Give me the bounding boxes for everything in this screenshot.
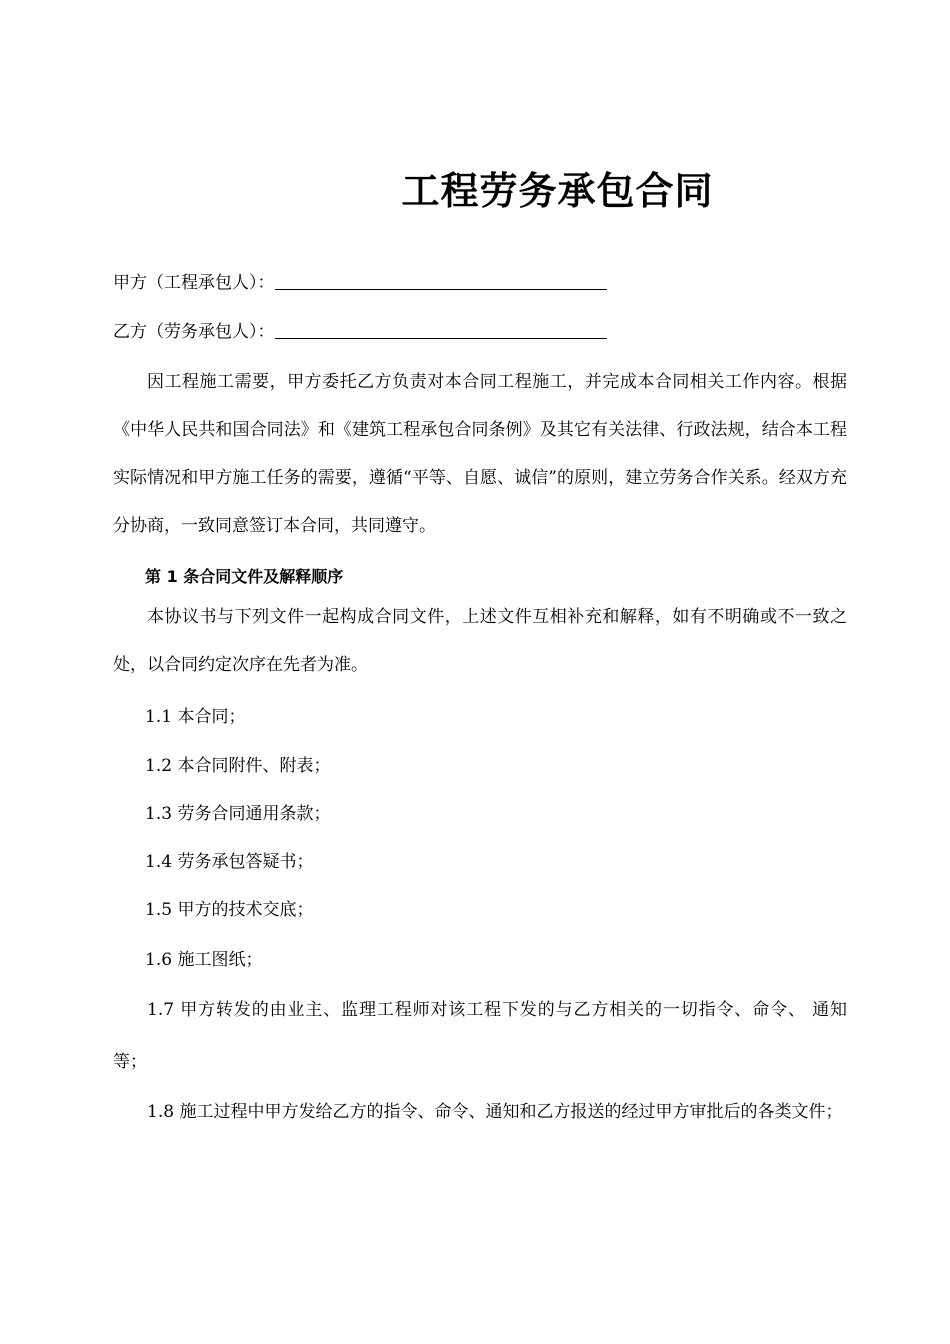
preamble-paragraph: 因工程施工需要，甲方委托乙方负责对本合同工程施工，并完成本合同相关工作内容。根据《中华人民共和国合同法》和《建筑工程承包合同条例》及其它有关法律、行政法规，结合本工程实际情况和甲方施工任务的需要，遵循“平等、自愿、诚信”的原则，建立劳务合作关系。经双方充分协商，一致同意签订本合同，共同遵守。 bbox=[113, 372, 847, 536]
party-a-label: 甲方（工程承包人）： bbox=[113, 273, 275, 293]
list-item: 1.4 劳务承包答疑书； bbox=[145, 852, 314, 872]
document-title: 工程劳务承包合同 bbox=[401, 169, 714, 213]
list-item: 1.2 本合同附件、附表； bbox=[145, 756, 331, 776]
list-item: 1.3 劳务合同通用条款； bbox=[145, 804, 331, 824]
list-item: 1.8 施工过程中甲方发给乙方的指令、命令、通知和乙方报送的经过甲方审批后的各类文件； bbox=[147, 1102, 843, 1122]
article-1-intro: 本协议书与下列文件一起构成合同文件，上述文件互相补充和解释，如有不明确或不一致之处，以合同约定次序在先者为准。 bbox=[113, 607, 847, 675]
list-item: 1.1 本合同； bbox=[145, 707, 246, 727]
list-item: 1.5 甲方的技术交底； bbox=[145, 900, 314, 920]
article-1-heading: 第 1 条合同文件及解释顺序 bbox=[145, 567, 344, 586]
party-b-label: 乙方（劳务承包人）： bbox=[113, 322, 275, 342]
list-item: 1.6 施工图纸； bbox=[145, 950, 263, 970]
party-b-blank bbox=[275, 322, 607, 339]
party-a-line bbox=[113, 271, 607, 295]
list-item: 1.7 甲方转发的由业主、监理工程师对该工程下发的与乙方相关的一切指令、命令、 通知等； bbox=[113, 1000, 847, 1072]
party-b-line bbox=[113, 320, 607, 344]
party-a-blank bbox=[275, 273, 607, 290]
